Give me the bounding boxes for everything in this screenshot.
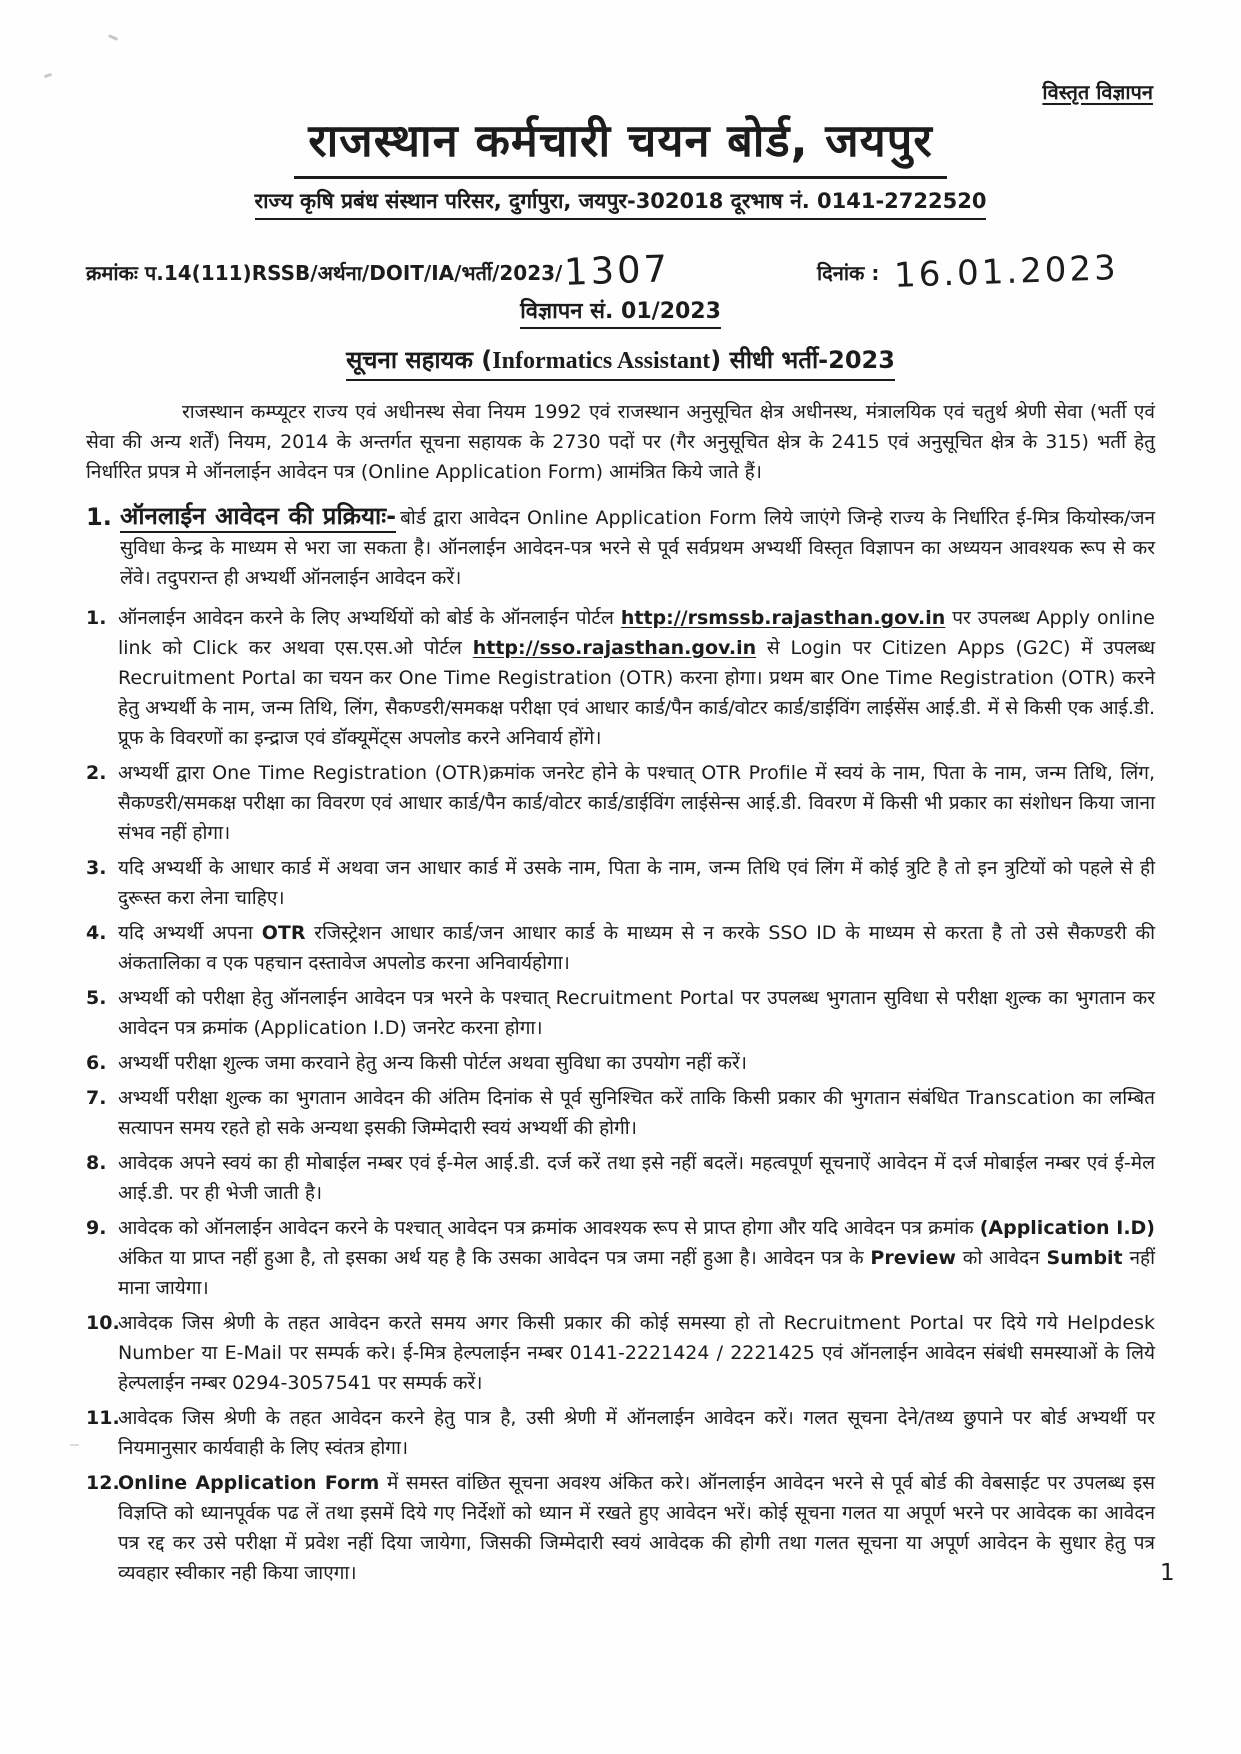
item-number: 10. [86, 1312, 120, 1334]
item-number: 8. [86, 1152, 107, 1174]
text-segment: रजिस्ट्रेशन आधार कार्ड/जन आधार कार्ड के माध्यम से न करके SSO ID के माध्यम से करता है तो उसे सैकण्डरी की अंकतालिका व एक पहचान दस्तावेज अपलोड करना अनिवार्यहोगा। [118, 922, 1155, 974]
section-number: 1. [86, 503, 112, 531]
item-text [118, 1083, 1155, 1143]
section-intro-text: बोर्ड द्वारा आवेदन Online Application Form लिये जाएंगे जिन्हे राज्य के निर्धारित ई-मित्र कियोस्क/जन सुविधा केन्द्र के माध्यम से भरा जा सकता है। ऑनलाईन आवेदन-पत्र भरने से पूर्व सर्वप्रथम अभ्यर्थी विस्तृत विज्ञापन का अध्ययन आवश्यक रूप से कर लेंवे। तदुपरान्त ही अभ्यर्थी ऑनलाईन आवेदन करें। [120, 507, 1155, 589]
item-text [118, 983, 1155, 1043]
item-number: 9. [86, 1217, 107, 1239]
list-item [86, 1403, 1155, 1463]
text-segment: से Login पर Citizen Apps (G2C) में उपलब्ध Recruitment Portal का चयन कर One Time Registration (OTR) करना होगा। प्रथम बार One Time Registration (OTR) करने हेतु अभ्यर्थी के नाम, जन्म तिथि, लिंग, सैकण्डरी/समकक्ष परीक्षा एवं आधार कार्ड/पैन कार्ड/वोटर कार्ड/डाईविंग लाईसेंस आई.डी. में से किसी एक आई.डी. प्रूफ के विवरणों का इन्द्राज एवं डॉक्यूमेंट्स अपलोड करने अनिवार्य होंगे। [118, 637, 1156, 749]
reference-row [86, 246, 1155, 296]
text-segment: नहीं माना जायेगा। [118, 1247, 1155, 1299]
text-segment: आवेदक अपने स्वयं का ही मोबाईल नम्बर एवं ई-मेल आई.डी. दर्ज करें तथा इसे नहीं बदलें। महत्वपूर्ण सूचनाऐं आवेदन में दर्ज मोबाईल नम्बर एवं ई-मेल आई.डी. पर ही भेजी जाती है। [118, 1152, 1155, 1204]
item-number: 6. [86, 1052, 107, 1074]
item-number: 7. [86, 1087, 107, 1109]
item-number: 1. [86, 607, 107, 629]
item-text [118, 1148, 1155, 1208]
list-item [86, 853, 1155, 913]
section-1 [86, 501, 1155, 593]
board-title: राजस्थान कर्मचारी चयन बोर्ड, जयपुर [294, 109, 947, 179]
item-text [118, 1403, 1155, 1463]
list-item [86, 603, 1155, 753]
instruction-list [86, 603, 1155, 1588]
item-number: 3. [86, 857, 107, 879]
item-number: 11. [86, 1407, 120, 1429]
subject-line [346, 343, 895, 381]
text-segment: http://sso.rajasthan.gov.in [472, 637, 757, 659]
scan-speckle [44, 73, 53, 78]
text-segment: अभ्यर्थी परीक्षा शुल्क जमा करवाने हेतु अन्य किसी पोर्टल अथवा सुविधा का उपयोग नहीं करें। [118, 1052, 748, 1074]
list-item [86, 918, 1155, 978]
text-segment: Online Application Form [118, 1472, 380, 1494]
ref-label: क्रमांकः [86, 261, 145, 285]
text-segment: /अर्थना/ [310, 261, 370, 285]
text-segment: यदि अभ्यर्थी के आधार कार्ड में अथवा जन आधार कार्ड में उसके नाम, पिता के नाम, जन्म तिथि एवं लिंग में कोई त्रुटि है तो इन त्रुटियों को पहले से ही दुरूस्त करा लेना चाहिए। [118, 857, 1155, 909]
date-label: दिनांक : [816, 261, 880, 285]
item-text [118, 603, 1155, 753]
text-segment: आवेदक जिस श्रेणी के तहत आवेदन करते समय अगर किसी प्रकार की कोई समस्या हो तो Recruitment Portal पर दिये गये Helpdesk Number या E-Mail पर सम्पर्क करे। ई-मित्र हेल्पलाईन नम्बर 0141-2221424 / 2221425 एवं ऑनलाईन आवेदन संबंधी समस्याओं के लिये हेल्पलाईन नम्बर 0294-3057541 पर सम्पर्क करें। [118, 1312, 1155, 1394]
item-number: 12. [86, 1472, 120, 1494]
list-item [86, 1148, 1155, 1208]
text-segment: (Application I.D) [979, 1217, 1155, 1239]
list-item [86, 983, 1155, 1043]
text-segment: सूचना सहायक ( [346, 346, 493, 374]
detailed-advertisement-tag: विस्तृत विज्ञापन [1042, 80, 1153, 104]
text-segment: अभ्यर्थी परीक्षा शुल्क का भुगतान आवेदन की अंतिम दिनांक से पूर्व सुनिश्चित करें ताकि किसी प्रकार की भुगतान संबंधित Transcation का लम्बित सत्यापन समय रहते हो सके अन्यथा इसकी जिम्मेदारी स्वयं अभ्यर्थी की होगी। [118, 1087, 1155, 1139]
date-handwritten: 16.01.2023 [893, 248, 1120, 296]
text-segment: को आवेदन [955, 1247, 1047, 1269]
list-item [86, 1468, 1155, 1588]
item-text [118, 758, 1155, 848]
list-item [86, 1308, 1155, 1398]
list-item [86, 1048, 1155, 1078]
item-text [118, 853, 1155, 913]
date-block [816, 248, 1120, 296]
text-segment: RSSB [251, 261, 311, 285]
text-segment: Informatics Assistant [492, 348, 711, 374]
list-item [86, 1083, 1155, 1143]
item-text [118, 1308, 1155, 1398]
text-segment: प.14(111) [144, 261, 252, 285]
item-number: 5. [86, 987, 107, 1009]
item-text [118, 1468, 1155, 1588]
text-segment: यदि अभ्यर्थी अपना [118, 922, 262, 944]
text-segment: Preview [870, 1247, 956, 1269]
scan-speckle [108, 34, 118, 41]
text-segment: ) सीधी भर्ती-2023 [710, 346, 895, 374]
item-text [118, 918, 1155, 978]
text-segment: /भर्ती/2023/ [454, 261, 563, 285]
text-segment: पर उपलब्ध Apply online link को Click कर अथवा एस.एस.ओ पोर्टल [118, 607, 1155, 659]
text-segment: आवेदक जिस श्रेणी के तहत आवेदन करने हेतु पात्र है, उसी श्रेणी में ऑनलाईन आवेदन करें। गलत सूचना देने/तथ्य छुपाने पर बोर्ड अभ्यर्थी पर नियमानुसार कार्यवाही के लिए स्वंतत्र होगा। [118, 1407, 1155, 1459]
item-number: 2. [86, 762, 107, 784]
section-body [120, 501, 1155, 593]
text-segment: ऑनलाईन आवेदन करने के लिए अभ्यर्थियों को बोर्ड के ऑनलाईन पोर्टल [118, 607, 621, 629]
text-segment: OTR [261, 922, 306, 944]
list-item [86, 1213, 1155, 1303]
reference-number-block [86, 246, 672, 294]
list-item [86, 758, 1155, 848]
text-segment: आवेदक को ऑनलाईन आवेदन करने के पश्चात् आवेदन पत्र क्रमांक आवश्यक रूप से प्राप्त होगा और यदि आवेदन पत्र क्रमांक [118, 1217, 980, 1239]
item-number: 4. [86, 922, 107, 944]
ref-handwritten-number: 1307 [563, 247, 672, 294]
scan-speckle [70, 1444, 79, 1446]
text-segment: अंकित या प्राप्त नहीं हुआ है, तो इसका अर्थ यह है कि उसका आवेदन पत्र जमा नहीं हुआ है। आवेदन पत्र के [118, 1247, 871, 1269]
text-segment: Sumbit [1046, 1247, 1123, 1269]
item-text [118, 1213, 1155, 1303]
board-address: राज्य कृषि प्रबंध संस्थान परिसर, दुर्गापुरा, जयपुर-302018 दूरभाष नं. 0141-2722520 [255, 187, 987, 220]
advertisement-number: विज्ञापन सं. 01/2023 [520, 295, 721, 329]
intro-paragraph: राजस्थान कम्प्यूटर राज्य एवं अधीनस्थ सेवा नियम 1992 एवं राजस्थान अनुसूचित क्षेत्र अधीनस्थ, मंत्रालयिक एवं चतुर्थ श्रेणी सेवा (भर्ती एवं सेवा की अन्य शर्तें) नियम, 2014 के अन्तर्गत सूचना सहायक के 2730 पदों पर (गैर अनुसूचित क्षेत्र के 2415 एवं अनुसूचित क्षेत्र के 315) भर्ती हेतु निर्धारित प्रपत्र मे ऑनलाईन आवेदन पत्र (Online Application Form) आमंत्रित किये जाते हैं। [86, 401, 1155, 483]
text-segment: DOIT/IA [369, 261, 455, 285]
item-text [118, 1048, 1155, 1078]
text-segment: अभ्यर्थी द्वारा One Time Registration (OTR)क्रमांक जनरेट होने के पश्चात् OTR Profile में स्वयं के नाम, पिता के नाम, जन्म तिथि, लिंग, सैकण्डरी/समकक्ष परीक्षा का विवरण एवं आधार कार्ड/पैन कार्ड/वोटर कार्ड/डाईविंग लाईसेन्स आई.डी. विवरण में किसी भी प्रकार का संशोधन किया जाना संभव नहीं होगा। [118, 762, 1155, 844]
section-heading: ऑनलाईन आवेदन की प्रक्रियाः- [120, 502, 396, 533]
ref-number [145, 261, 562, 285]
text-segment: में समस्त वांछित सूचना अवश्य अंकित करे। ऑनलाईन आवेदन भरने से पूर्व बोर्ड की वेबसाईट पर उपलब्ध इस विज्ञप्ति को ध्यानपूर्वक पढ लें तथा इसमें दिये गए निर्देशों को ध्यान में रखते हुए आवेदन भरें। कोई सूचना गलत या अपूर्ण भरने पर आवेदक का आवेदन पत्र रद्द कर उसे परीक्षा में प्रवेश नहीं दिया जायेगा, जिसकी जिम्मेदारी स्वयं आवेदक की होगी तथा गलत सूचना या अपूर्ण आवेदन के सुधार हेतु पत्र व्यवहार स्वीकार नही किया जाएगा। [118, 1472, 1156, 1584]
page-number: 1 [1160, 1560, 1175, 1586]
text-segment: अभ्यर्थी को परीक्षा हेतु ऑनलाईन आवेदन पत्र भरने के पश्चात् Recruitment Portal पर उपलब्ध भुगतान सुविधा से परीक्षा शुल्क का भुगतान कर आवेदन पत्र क्रमांक (Application I.D) जनरेट करना होगा। [118, 987, 1155, 1039]
text-segment: http://rsmssb.rajasthan.gov.in [620, 607, 946, 629]
